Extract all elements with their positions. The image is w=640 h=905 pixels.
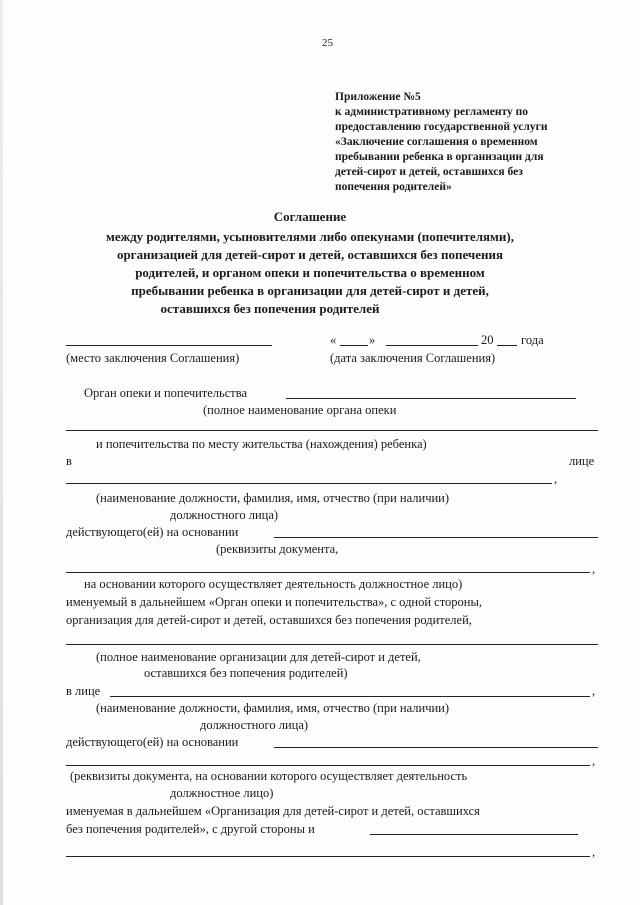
- comma: ,: [592, 845, 596, 859]
- position-caption-4: должностного лица): [200, 718, 309, 732]
- acting-field-2[interactable]: [274, 747, 598, 748]
- acting-field[interactable]: [274, 537, 598, 538]
- place-field[interactable]: [66, 345, 272, 346]
- doc-field[interactable]: [66, 572, 590, 573]
- acting-label-2: действующего(ей) на основании: [66, 735, 239, 749]
- annex-line: предоставлению государственной услуги: [335, 121, 548, 133]
- place-caption: (место заключения Соглашения): [66, 351, 240, 365]
- year-field[interactable]: [497, 345, 517, 346]
- title-line: пребывании ребенка в организации для детей-сирот и детей,: [131, 283, 489, 298]
- year-prefix: 20: [481, 333, 494, 347]
- organ-field-2[interactable]: [66, 430, 598, 431]
- organization-field[interactable]: [66, 644, 598, 645]
- document-heading: Соглашение: [273, 209, 347, 224]
- doc-field-2[interactable]: [66, 765, 590, 766]
- doc-caption: (реквизиты документа,: [216, 542, 339, 556]
- quote-close: »: [369, 333, 376, 347]
- organization-line: организация для детей-сирот и детей, оставшихся без попечения родителей,: [66, 613, 472, 627]
- comma: ,: [554, 472, 558, 486]
- person-field[interactable]: [66, 483, 552, 484]
- organ-caption: (полное наименование органа опеки: [203, 403, 397, 417]
- person-field-2[interactable]: [110, 696, 590, 697]
- annex-line: попечения родителей»: [335, 181, 452, 193]
- organization-caption-2: оставшихся без попечения родителей): [144, 666, 348, 680]
- position-caption-2: должностного лица): [170, 508, 279, 522]
- organ-field[interactable]: [286, 398, 576, 399]
- comma: ,: [592, 754, 596, 768]
- page-number: 25: [322, 37, 333, 49]
- position-caption-3: (наименование должности, фамилия, имя, отчество (при наличии): [96, 701, 450, 715]
- title-line: родителей, и органом опеки и попечительства о временном: [135, 265, 485, 280]
- party-field-2[interactable]: [66, 856, 590, 857]
- comma: ,: [592, 684, 596, 698]
- in-label: в: [66, 454, 72, 468]
- organ-caption-2: и попечительства по месту жительства (нахождения) ребенка): [96, 437, 427, 451]
- doc-caption-4: должностное лицо): [170, 786, 274, 800]
- quote-open: «: [330, 333, 337, 347]
- in-person-label: в лице: [66, 684, 101, 698]
- comma: ,: [592, 562, 596, 576]
- title-line: организацией для детей-сирот и детей, оставшихся без попечения: [116, 247, 504, 262]
- organization-caption: (полное наименование организации для детей-сирот и детей,: [96, 650, 421, 664]
- day-field[interactable]: [340, 345, 368, 346]
- annex-line: детей-сирот и детей, оставшихся без: [335, 166, 523, 178]
- title-line: между родителями, усыновителями либо опекунами (попечителями),: [106, 229, 514, 244]
- month-field[interactable]: [386, 345, 478, 346]
- year-suffix: года: [521, 333, 544, 347]
- date-caption: (дата заключения Соглашения): [330, 351, 496, 365]
- named-as-organ: именуемый в дальнейшем «Орган опеки и попечительства», с одной стороны,: [66, 595, 482, 609]
- annex-line: «Заключение соглашения о временном: [335, 136, 538, 148]
- scan-edge: [0, 0, 3, 905]
- organ-label: Орган опеки и попечительства: [84, 386, 248, 400]
- position-caption: (наименование должности, фамилия, имя, отчество (при наличии): [96, 491, 450, 505]
- annex-block: [335, 90, 547, 195]
- doc-caption-3: (реквизиты документа, на основании которого осуществляет деятельность: [70, 769, 468, 783]
- annex-line: к административному регламенту по: [335, 106, 529, 118]
- annex-line: Приложение №5: [335, 91, 421, 103]
- party-field[interactable]: [370, 834, 578, 835]
- annex-line: пребывании ребенка в организации для: [335, 151, 544, 163]
- doc-caption-2: на основании которого осуществляет деятельность должностное лицо): [84, 577, 463, 591]
- named-as-organization-2: без попечения родителей», с другой стороны и: [66, 822, 315, 836]
- person-label: лице: [569, 454, 595, 468]
- title-line: оставшихся без попечения родителей: [160, 301, 380, 316]
- named-as-organization: именуемая в дальнейшем «Организация для детей-сирот и детей, оставшихся: [66, 804, 480, 818]
- acting-label: действующего(ей) на основании: [66, 525, 239, 539]
